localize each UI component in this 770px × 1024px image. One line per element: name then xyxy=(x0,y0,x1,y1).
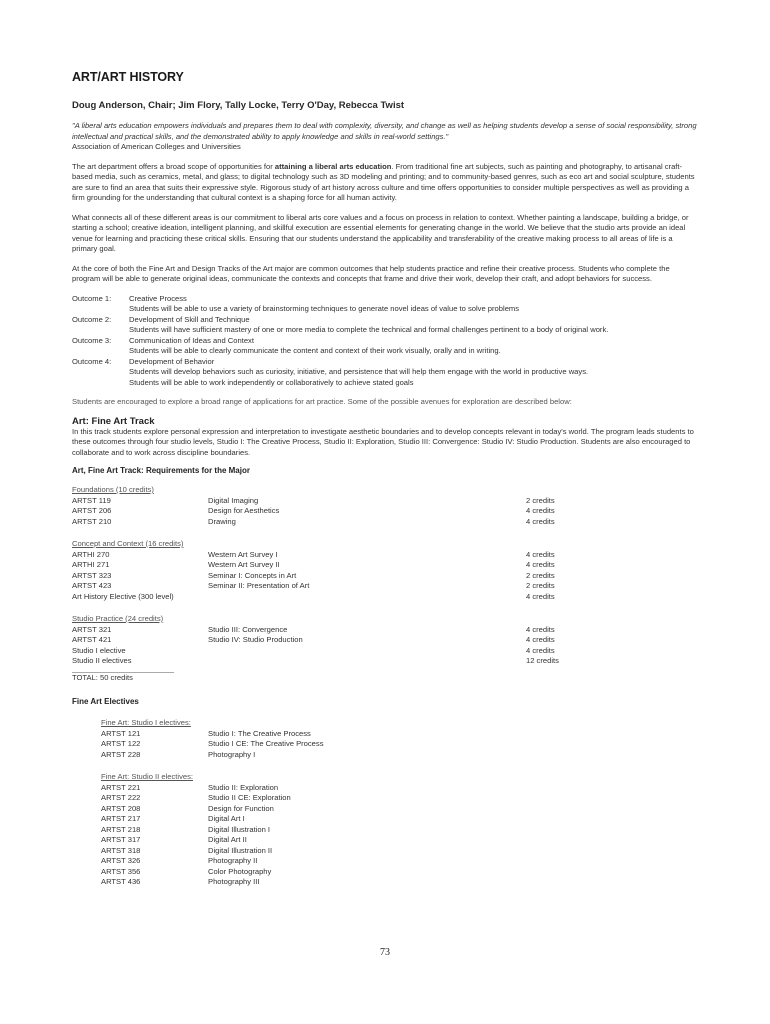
electives-list xyxy=(72,718,698,888)
intro-text-bold: attaining a liberal arts education xyxy=(274,161,392,171)
course-row xyxy=(72,517,698,528)
course-code: ARTST 222 xyxy=(101,793,141,802)
course-code: ARTST 221 xyxy=(101,782,141,792)
elective-group xyxy=(101,718,698,760)
requirement-group-title: Studio Practice (24 credits) xyxy=(72,614,164,623)
outcome-description xyxy=(72,304,698,315)
core-paragraph: At the core of both the Fine Art and Design Tracks of the Art major are common outcomes that help students practice and refine their creative process. Students who complete the program will be able to generate original ideas, communicate the contexts and concepts that frame and drive their work, develop their craft, and adopt behaviors for success. xyxy=(72,263,670,283)
outcome-row xyxy=(72,357,698,368)
course-code: ARTST 228 xyxy=(101,749,141,759)
elective-row xyxy=(101,825,698,836)
course-row xyxy=(72,560,698,571)
elective-row xyxy=(101,814,698,825)
course-code: ARTST 121 xyxy=(101,728,141,738)
connection-paragraph: What connects all of these different areas is our commitment to liberal arts core values and a focus on process in relation to context. Whether painting a landscape, building a bridge, or starting a school; creative ideation, intelligent planning, and skillful execution are essential elements for generating change in the world. We believe that the studio arts provide an ideal venue for learning and practicing these critical skills. Ensuring that our students understand the applicability and transferability of the creative making process to all areas of life is a primary goal. xyxy=(72,212,689,253)
document-page xyxy=(72,70,698,888)
course-name: Photography III xyxy=(208,877,260,886)
outcome-description-text: Students will develop behaviors such as curiosity, initiative, and persistence that will help them engage with the world in productive ways. xyxy=(129,367,589,376)
elective-row xyxy=(101,846,698,857)
requirements-list xyxy=(72,485,698,667)
outcome-label: Outcome 3: xyxy=(72,335,112,345)
course-name: Digital Illustration II xyxy=(208,845,273,855)
outcome-title: Creative Process xyxy=(129,293,187,303)
elective-row xyxy=(101,804,698,815)
page-number: 73 xyxy=(380,947,390,958)
outcome-row xyxy=(72,294,698,305)
elective-row xyxy=(101,793,698,804)
quote-text: "A liberal arts education empowers individuals and prepares them to deal with complexity, diversity, and change as well as helping students develop a sense of social responsibility, strong intellectual and practical skills, and the demonstrated ability to apply knowledge and skills in real-world settings." xyxy=(72,121,697,141)
course-credits: 4 credits xyxy=(526,591,555,601)
track-paragraph: In this track students explore personal expression and interpretation to investigate aesthetic boundaries and to develop concepts relevant in today's world. The program leads students to these outcomes through four studio levels, Studio I: The Creative Process, Studio II: Exploration, Studio III: Convergence: Studio IV: Studio Production. Students are also encouraged to collaborate and to work across discipline boundaries. xyxy=(72,426,694,457)
course-name: Photography II xyxy=(208,856,258,865)
course-code: ARTST 423 xyxy=(72,581,112,590)
course-name: Western Art Survey II xyxy=(208,560,280,569)
course-code: Studio I elective xyxy=(72,645,126,655)
course-row xyxy=(72,571,698,582)
outcome-label: Outcome 4: xyxy=(72,356,112,366)
elective-row xyxy=(101,867,698,878)
course-code: ARTST 122 xyxy=(101,739,141,748)
requirement-group-title: Concept and Context (16 credits) xyxy=(72,539,184,548)
quote-attribution: Association of American Colleges and Universities xyxy=(72,142,241,151)
course-row xyxy=(72,496,698,507)
course-name: Digital Illustration I xyxy=(208,824,271,834)
elective-group xyxy=(101,772,698,888)
requirements-heading: Art, Fine Art Track: Requirements for the Major xyxy=(72,466,250,475)
outcome-description-text: Students will be able to use a variety of brainstorming techniques to generate novel ideas of value to solve problems xyxy=(129,304,520,313)
elective-group-title: Fine Art: Studio I electives: xyxy=(101,718,191,727)
course-credits: 4 credits xyxy=(526,516,555,526)
course-name: Seminar I: Concepts in Art xyxy=(208,570,297,580)
course-code: ARTST 210 xyxy=(72,516,112,526)
course-row xyxy=(72,625,698,636)
explore-paragraph: Students are encouraged to explore a broad range of applications for art practice. Some of the possible avenues for exploration are described below: xyxy=(72,397,572,406)
course-name: Design for Function xyxy=(208,803,274,813)
elective-row xyxy=(101,783,698,794)
outcome-title: Communication of Ideas and Context xyxy=(129,335,254,345)
course-credits: 4 credits xyxy=(526,645,555,655)
course-credits: 4 credits xyxy=(526,635,555,644)
requirement-group xyxy=(72,614,698,667)
course-name xyxy=(208,592,526,603)
course-name: Color Photography xyxy=(208,866,272,876)
outcome-description xyxy=(72,325,698,336)
outcome-row xyxy=(72,315,698,326)
outcome-title: Development of Behavior xyxy=(129,356,215,366)
outcome-description-text: Students will be able to clearly communicate the content and context of their work visually, orally and in writing. xyxy=(129,346,501,355)
elective-group-title: Fine Art: Studio II electives: xyxy=(101,772,194,781)
course-name: Seminar II: Presentation of Art xyxy=(208,581,310,590)
course-code: ARTST 217 xyxy=(101,814,141,823)
course-code: ARTHI 271 xyxy=(72,560,110,569)
course-credits: 2 credits xyxy=(526,495,555,505)
course-credits: 4 credits xyxy=(526,624,555,634)
page-title: ART/ART HISTORY xyxy=(72,70,184,84)
course-name: Design for Aesthetics xyxy=(208,506,280,515)
course-code: ARTST 326 xyxy=(101,856,141,865)
course-code: ARTST 356 xyxy=(101,866,141,876)
course-name: Digital Imaging xyxy=(208,495,259,505)
course-name: Photography I xyxy=(208,749,256,759)
course-name: Studio IV: Studio Production xyxy=(208,635,303,644)
course-name: Studio III: Convergence xyxy=(208,624,288,634)
outcomes-list xyxy=(72,294,698,389)
course-code: ARTHI 270 xyxy=(72,549,110,559)
course-name: Studio I CE: The Creative Process xyxy=(208,739,324,748)
requirement-group xyxy=(72,539,698,602)
course-credits: 4 credits xyxy=(526,560,555,569)
course-code: ARTST 206 xyxy=(72,506,112,515)
total-credits: TOTAL: 50 credits xyxy=(72,672,133,682)
outcome-label: Outcome 2: xyxy=(72,314,112,324)
course-code: ARTST 208 xyxy=(101,803,141,813)
elective-row xyxy=(101,750,698,761)
course-row xyxy=(72,592,698,603)
course-row xyxy=(72,506,698,517)
course-credits: 4 credits xyxy=(526,506,555,515)
outcome-label: Outcome 1: xyxy=(72,293,112,303)
elective-row xyxy=(101,835,698,846)
outcome-description-text: Students will have sufficient mastery of one or more media to complete the technical and formal challenges pertinent to a body of original work. xyxy=(129,325,609,334)
requirement-group xyxy=(72,485,698,527)
intro-paragraph xyxy=(72,162,698,204)
course-code: ARTST 436 xyxy=(101,877,141,886)
elective-row xyxy=(101,739,698,750)
requirement-group-title: Foundations (10 credits) xyxy=(72,485,154,494)
course-name: Studio I: The Creative Process xyxy=(208,728,311,738)
course-name xyxy=(208,646,526,657)
intro-text-end: . From traditional fine art subjects, such as painting and photography, to artisanal craft-based media, such as ceramics, metal, and glass; to digital technology such as 3D modeling and printing; and to community-based genres, such as eco art and social sculpture, students are sure to find an area that suits their expressive style. Rigorous study of art history across culture and time offers opportunities to consider multiple perspectives as well as providing a firm grounding for the understanding that cultural context is a shaping force for all human activity. xyxy=(72,161,695,202)
course-name xyxy=(208,656,526,667)
course-name: Studio II: Exploration xyxy=(208,782,279,792)
course-code: Art History Elective (300 level) xyxy=(72,591,174,601)
course-credits: 4 credits xyxy=(526,549,555,559)
course-row xyxy=(72,656,698,667)
electives-heading: Fine Art Electives xyxy=(72,697,139,706)
course-code: ARTST 218 xyxy=(101,824,141,834)
course-credits: 2 credits xyxy=(526,570,555,580)
course-code: ARTST 318 xyxy=(101,845,141,855)
elective-row xyxy=(101,856,698,867)
faculty-list: Doug Anderson, Chair; Jim Flory, Tally Locke, Terry O'Day, Rebecca Twist xyxy=(72,100,405,111)
course-row xyxy=(72,635,698,646)
outcome-description xyxy=(72,378,698,389)
course-name: Digital Art I xyxy=(208,814,245,823)
outcome-description xyxy=(72,367,698,378)
course-code: ARTST 119 xyxy=(72,495,111,505)
track-heading: Art: Fine Art Track xyxy=(72,415,155,427)
course-credits: 2 credits xyxy=(526,581,555,590)
outcome-row xyxy=(72,336,698,347)
course-code: Studio II electives xyxy=(72,656,132,665)
course-code: ARTST 317 xyxy=(101,835,141,844)
intro-text-start: The art department offers a broad scope of opportunities for xyxy=(72,161,275,171)
course-row xyxy=(72,550,698,561)
course-row xyxy=(72,581,698,592)
outcome-description xyxy=(72,346,698,357)
course-credits: 12 credits xyxy=(526,656,559,665)
course-code: ARTST 421 xyxy=(72,635,112,644)
course-name: Western Art Survey I xyxy=(208,549,278,559)
course-code: ARTST 323 xyxy=(72,570,112,580)
elective-row xyxy=(101,729,698,740)
course-name: Studio II CE: Exploration xyxy=(208,793,291,802)
course-name: Digital Art II xyxy=(208,835,247,844)
course-code: ARTST 321 xyxy=(72,624,112,634)
elective-row xyxy=(101,877,698,888)
course-name: Drawing xyxy=(208,516,236,526)
outcome-description-text: Students will be able to work independently or collaboratively to achieve stated goals xyxy=(129,377,414,387)
outcome-title: Development of Skill and Technique xyxy=(129,314,250,324)
course-row xyxy=(72,646,698,657)
